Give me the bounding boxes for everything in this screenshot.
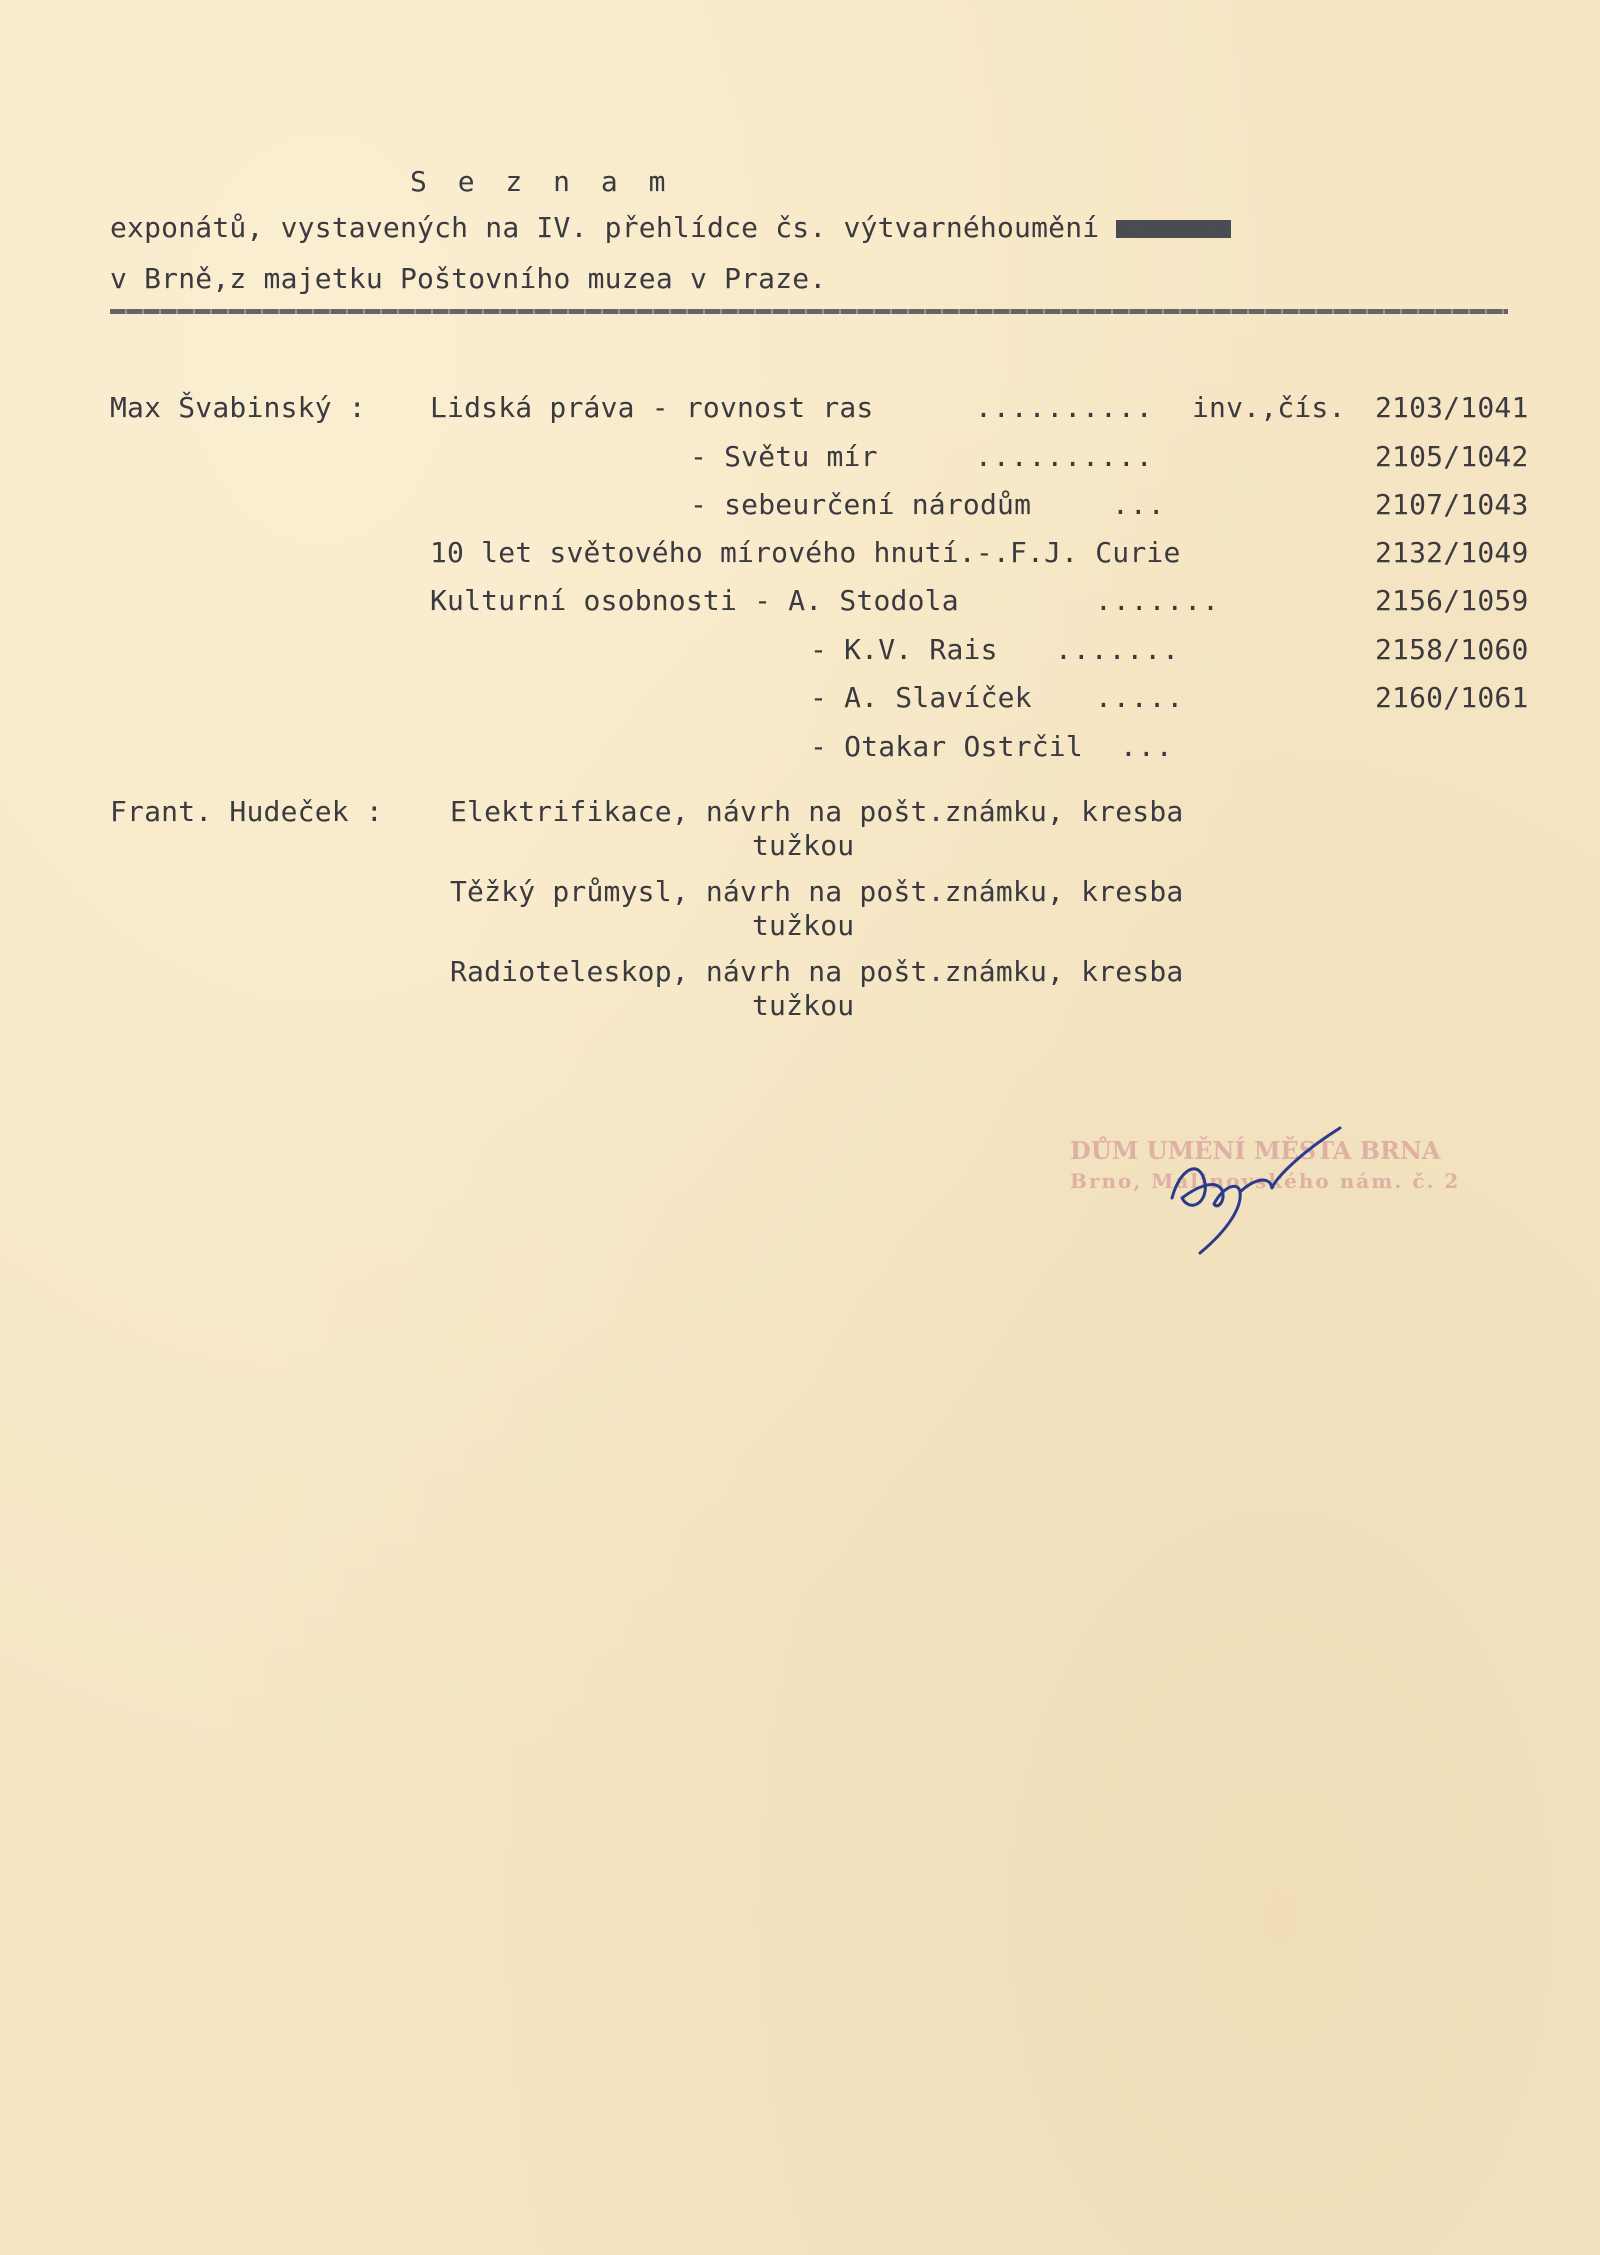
entry-0-work: Lidská práva - rovnost ras [430, 391, 874, 424]
entry-7-dots: ... [1120, 730, 1174, 763]
stamp-line-1: DŮM UMĚNÍ MĚSTA BRNA [1070, 1136, 1441, 1165]
typed-underline [110, 309, 1508, 314]
entry-1-work: - Světu mír [690, 440, 878, 473]
entry-6-work: - A. Slavíček [810, 681, 1032, 714]
entry-6-number: 2160/1061 [1375, 681, 1529, 714]
hudecek-item-0-title: Elektrifikace, návrh na pošt.známku, kresba [450, 795, 1184, 828]
header-line-1 [110, 212, 1231, 244]
stamp-line-2: Brno, Malinovského nám. č. 2 [1070, 1169, 1461, 1193]
struck-text: x Praze x [1118, 217, 1229, 241]
entry-0-dots: .......... [975, 391, 1154, 424]
entry-7-work: - Otakar Ostrčil [810, 730, 1083, 763]
header-line-2: v Brně,z majetku Poštovního muzea v Praze. [110, 262, 827, 295]
entry-5-work: - K.V. Rais [810, 633, 998, 666]
hudecek-item-1-title: Těžký průmysl, návrh na pošt.známku, kresba [450, 875, 1184, 908]
entry-2-number: 2107/1043 [1375, 488, 1529, 521]
artist-hudecek: Frant. Hudeček : [110, 795, 383, 828]
entry-1-dots: .......... [975, 440, 1154, 473]
artist-svabinsky: Max Švabinský : [110, 391, 366, 424]
entry-4-work: Kulturní osobnosti - A. Stodola [430, 584, 959, 617]
document-title: S e z n a m [410, 165, 673, 198]
header-line-1-text: exponátů, vystavených na IV. přehlídce čs. výtvarnéhoumění [110, 211, 1100, 244]
entry-5-number: 2158/1060 [1375, 633, 1529, 666]
entry-0-number: 2103/1041 [1375, 391, 1529, 424]
entry-2-dots: ... [1112, 488, 1166, 521]
entry-2-work: - sebeurčení národům [690, 488, 1032, 521]
hudecek-item-1-cont: tužkou [752, 909, 855, 942]
entry-3-work: 10 let světového mírového hnutí.-.F.J. Curie [430, 536, 1181, 569]
entry-3-number: 2132/1049 [1375, 536, 1529, 569]
handwritten-signature [1160, 1118, 1350, 1268]
hudecek-item-2-title: Radioteleskop, návrh na pošt.známku, kresba [450, 955, 1184, 988]
entry-0-inv-label: inv.,čís. [1192, 391, 1346, 424]
entry-4-dots: ....... [1095, 584, 1221, 617]
entry-6-dots: ..... [1095, 681, 1185, 714]
entry-5-dots: ....... [1055, 633, 1181, 666]
entry-1-number: 2105/1042 [1375, 440, 1529, 473]
hudecek-item-0-cont: tužkou [752, 829, 855, 862]
hudecek-item-2-cont: tužkou [752, 989, 855, 1022]
entry-4-number: 2156/1059 [1375, 584, 1529, 617]
